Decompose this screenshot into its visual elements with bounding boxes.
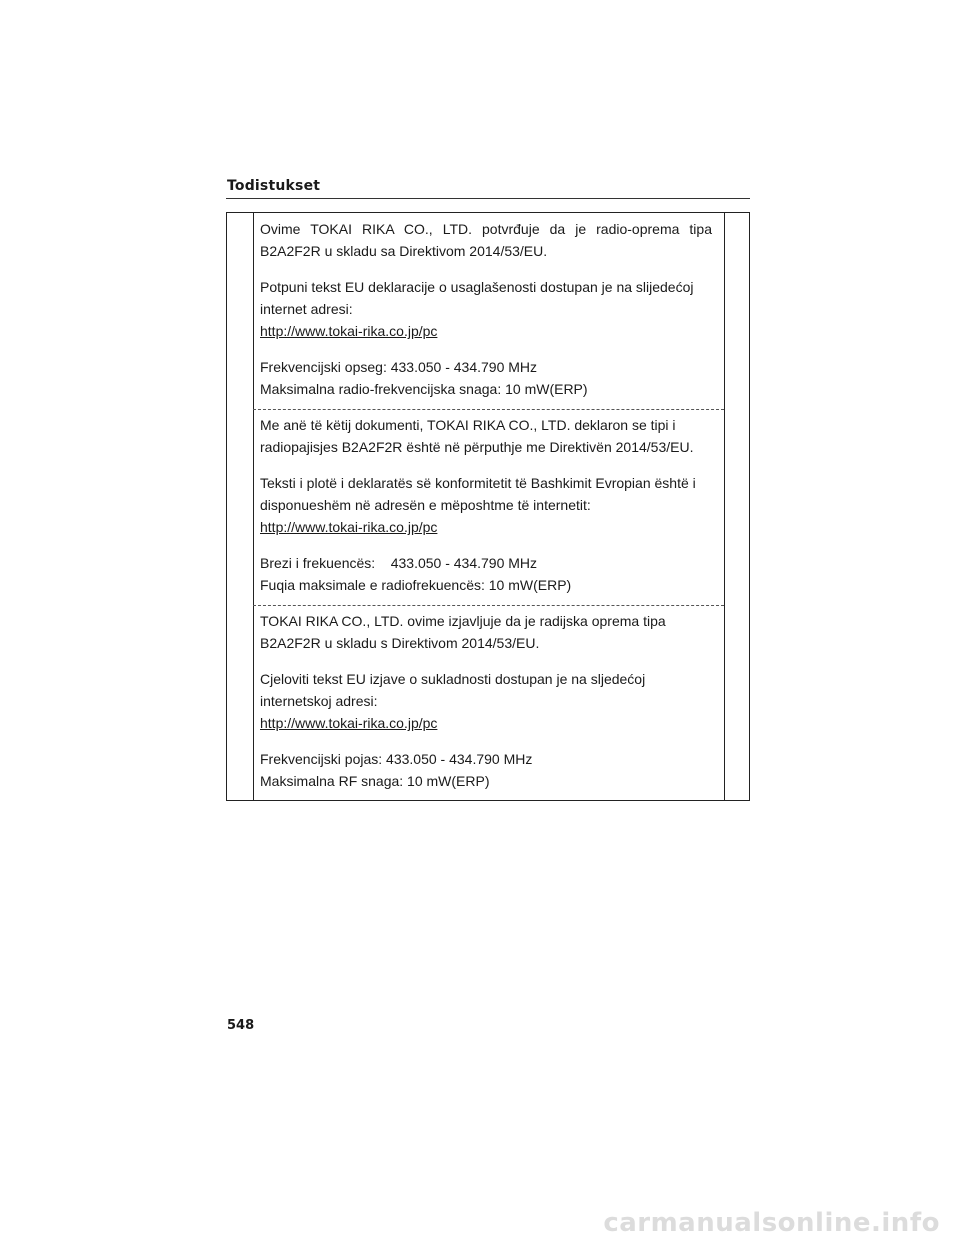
- declaration-text: internetskoj adresi:: [260, 693, 378, 709]
- frequency-range: Frekvencijski opseg: 433.050 - 434.790 MHz: [260, 359, 538, 375]
- declaration-text: Ovime TOKAI RIKA CO., LTD. potvrđuje da je radio-oprema tipa: [260, 221, 712, 237]
- declaration-section-croatian: [253, 606, 724, 792]
- declaration-text: Teksti i plotë i deklaratës së konformitetit të Bashkimit Evropian është i: [260, 475, 696, 491]
- table-right-margin-line: [724, 213, 725, 800]
- declaration-text: B2A2F2R u skladu sa Direktivom 2014/53/EU.: [260, 243, 548, 259]
- max-power: Fuqia maksimale e radiofrekuencës: 10 mW(ERP): [260, 577, 572, 593]
- declaration-link[interactable]: http://www.tokai-rika.co.jp/pc: [260, 519, 438, 535]
- declaration-text: Potpuni tekst EU deklaracije o usaglašenosti dostupan je na slijedećoj: [260, 279, 694, 295]
- declaration-text: TOKAI RIKA CO., LTD. ovime izjavljuje da je radijska oprema tipa: [260, 613, 666, 629]
- declaration-text: internet adresi:: [260, 301, 353, 317]
- max-power: Maksimalna RF snaga: 10 mW(ERP): [260, 773, 490, 789]
- header-divider: [226, 198, 750, 199]
- page-number: 548: [227, 1018, 255, 1033]
- page-title: Todistukset: [227, 178, 321, 194]
- declaration-text: radiopajisjes B2A2F2R është në përputhje me Direktivën 2014/53/EU.: [260, 439, 694, 455]
- frequency-range: Frekvencijski pojas: 433.050 - 434.790 MHz: [260, 751, 533, 767]
- max-power: Maksimalna radio-frekvencijska snaga: 10 mW(ERP): [260, 381, 588, 397]
- declaration-text: Cjeloviti tekst EU izjave o sukladnosti dostupan je na sljedećoj: [260, 671, 646, 687]
- declaration-link[interactable]: http://www.tokai-rika.co.jp/pc: [260, 715, 438, 731]
- declaration-text: disponueshëm në adresën e mëposhtme të internetit:: [260, 497, 591, 513]
- declaration-section-albanian: [253, 410, 724, 596]
- declaration-text: B2A2F2R u skladu s Direktivom 2014/53/EU.: [260, 635, 540, 651]
- declaration-section-bosnian: [253, 214, 724, 400]
- watermark: carmanualsonline.info: [603, 1208, 940, 1238]
- declaration-link[interactable]: http://www.tokai-rika.co.jp/pc: [260, 323, 438, 339]
- frequency-range: Brezi i frekuencës: 433.050 - 434.790 MHz: [260, 555, 538, 571]
- declaration-text: Me anë të këtij dokumenti, TOKAI RIKA CO., LTD. deklaron se tipi i: [260, 417, 676, 433]
